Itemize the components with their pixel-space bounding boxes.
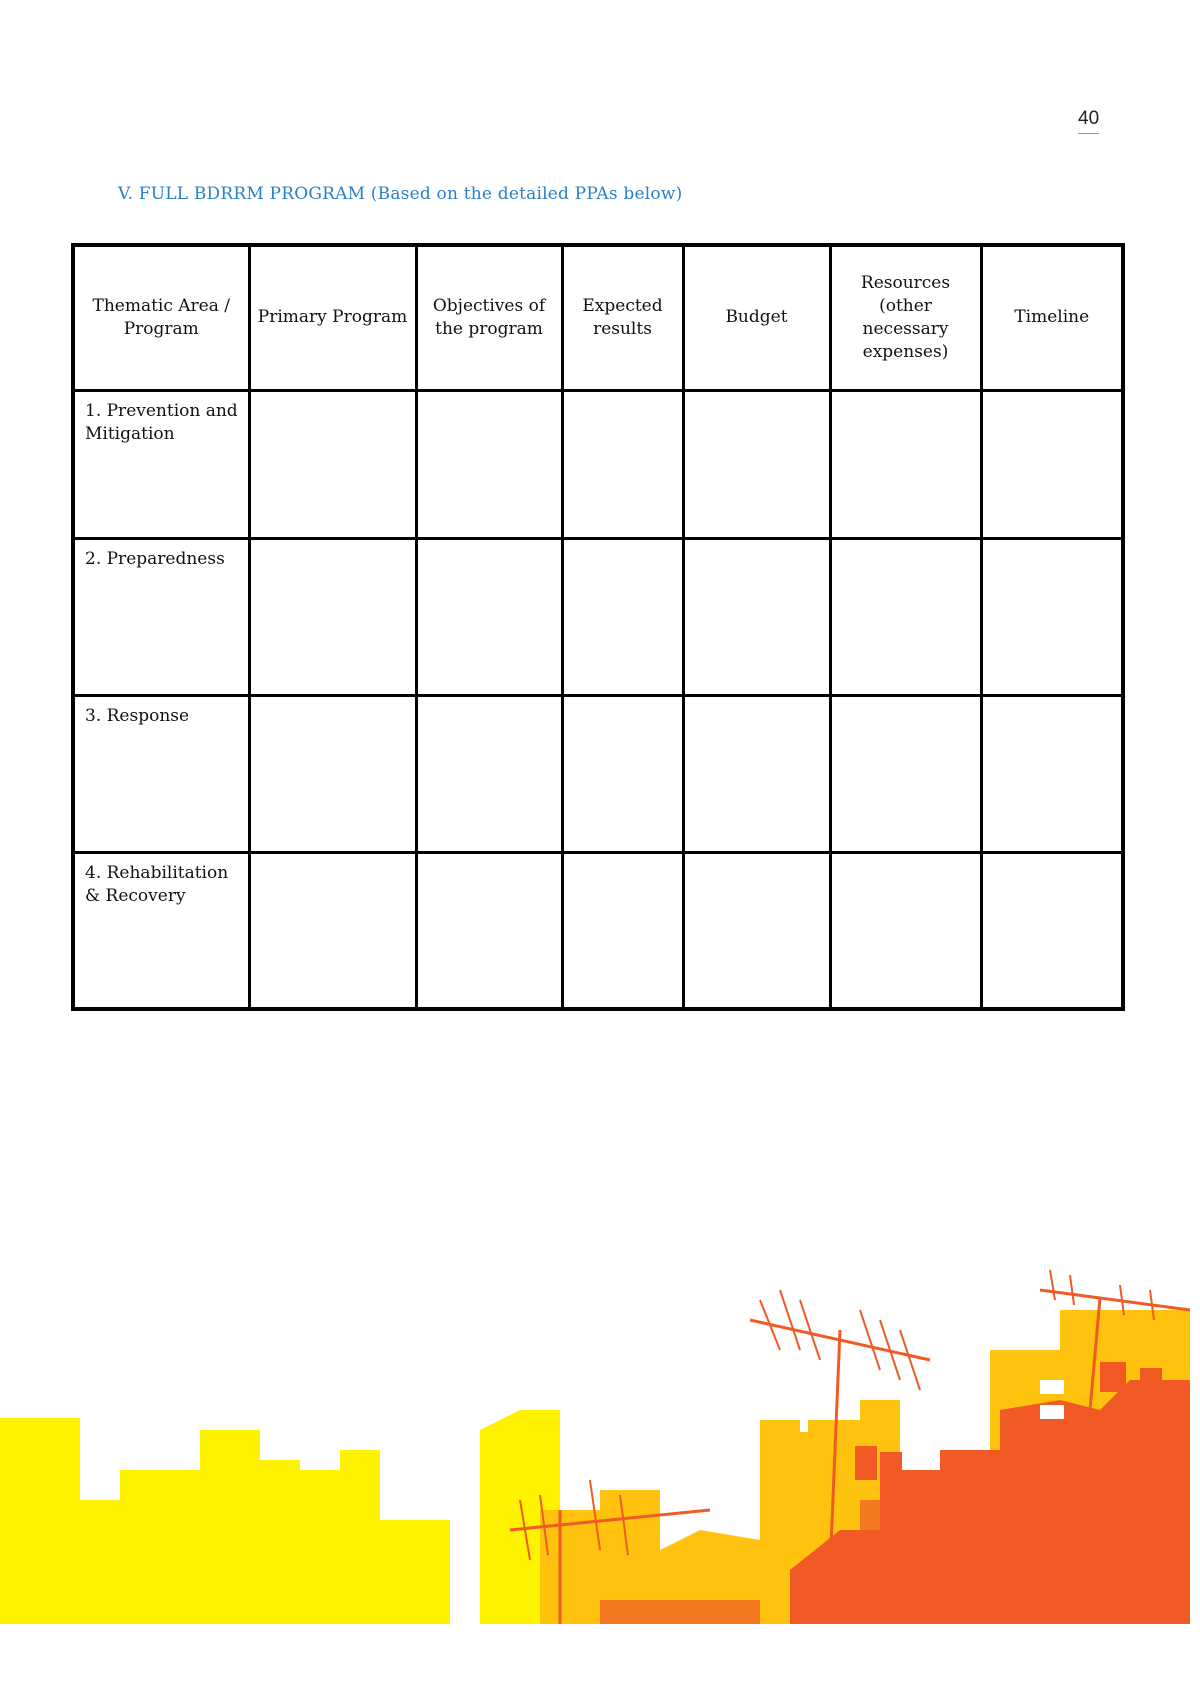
table-cell[interactable] [249, 538, 416, 695]
table-cell[interactable] [683, 390, 830, 538]
table-row [73, 695, 1123, 852]
header-budget: Budget [683, 245, 830, 390]
table-cell[interactable] [562, 390, 683, 538]
table-cell[interactable] [981, 538, 1123, 695]
table-cell[interactable] [830, 538, 981, 695]
table-cell[interactable] [416, 695, 562, 852]
bdrrm-program-table [71, 243, 1125, 1011]
table-row [73, 538, 1123, 695]
row-label-response: 3. Response [73, 695, 249, 852]
yellow-buildings [0, 1410, 560, 1624]
table-header-row [73, 245, 1123, 390]
header-resources: Resources (other necessary expenses) [830, 245, 981, 390]
table-row [73, 390, 1123, 538]
header-objectives: Objectives of the program [416, 245, 562, 390]
table-row [73, 852, 1123, 1009]
row-label-preparedness: 2. Preparedness [73, 538, 249, 695]
row-label-prevention: 1. Prevention and Mitigation [73, 390, 249, 538]
table-cell[interactable] [981, 852, 1123, 1009]
table-cell[interactable] [981, 695, 1123, 852]
row-label-rehabilitation: 4. Rehabilitation & Recovery [73, 852, 249, 1009]
city-skyline-illustration [0, 1270, 1200, 1624]
table-cell[interactable] [249, 852, 416, 1009]
header-primary-program: Primary Program [249, 245, 416, 390]
table-cell[interactable] [562, 852, 683, 1009]
header-thematic-area: Thematic Area / Program [73, 245, 249, 390]
table-cell[interactable] [249, 390, 416, 538]
table-cell[interactable] [683, 695, 830, 852]
header-timeline: Timeline [981, 245, 1123, 390]
table-cell[interactable] [683, 538, 830, 695]
table-cell[interactable] [416, 390, 562, 538]
table-cell[interactable] [830, 390, 981, 538]
page-number: 40 [1078, 108, 1100, 129]
table-cell[interactable] [683, 852, 830, 1009]
table-cell[interactable] [416, 538, 562, 695]
header-expected-results: Expected results [562, 245, 683, 390]
section-heading: V. FULL BDRRM PROGRAM (Based on the detailed PPAs below) [118, 184, 683, 204]
table-cell[interactable] [981, 390, 1123, 538]
table-cell[interactable] [830, 695, 981, 852]
table-cell[interactable] [830, 852, 981, 1009]
table-cell[interactable] [562, 538, 683, 695]
table-cell[interactable] [416, 852, 562, 1009]
table-cell[interactable] [249, 695, 416, 852]
table-cell[interactable] [562, 695, 683, 852]
